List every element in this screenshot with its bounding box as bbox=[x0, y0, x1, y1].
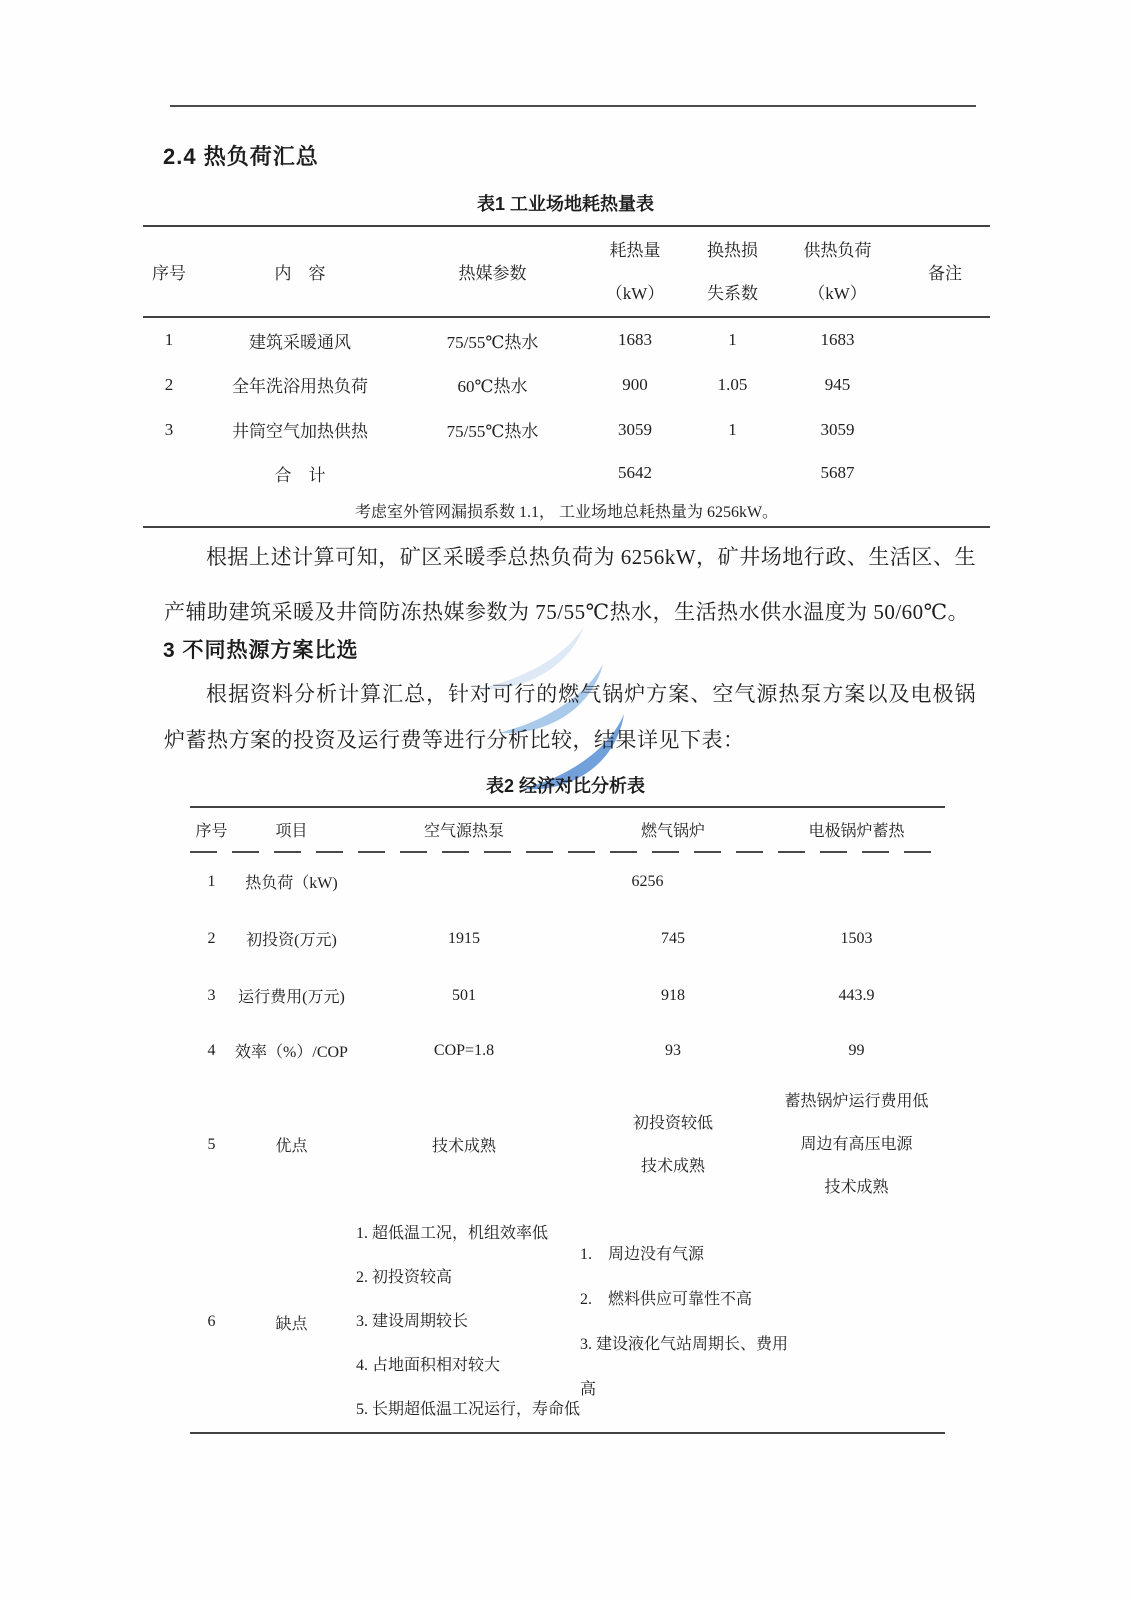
table-row: 2 全年洗浴用热负荷 60℃热水 900 1.05 945 bbox=[164, 374, 851, 396]
table1-total-label: 合 计 bbox=[274, 465, 326, 485]
table1-total-row bbox=[143, 452, 990, 494]
table1-header-loss: 换热损 失系数 bbox=[707, 240, 758, 303]
body-paragraph-1: 根据上述计算可知，矿区采暖季总热负荷为 6256kW，矿井场地行政、生活区、生产辅助建筑采暖及井筒防冻热媒参数为 75/55℃热水，生活热水供水温度为 50/60℃。 bbox=[164, 545, 976, 624]
table2-advantages-row: 5 优点 技术成熟 初投资较低 技术成熟 蓄热锅炉运行费用低 周边有高压电源 技术成熟 bbox=[207, 1093, 929, 1196]
body-paragraph-2: 根据资料分析计算汇总，针对可行的燃气锅炉方案、空气源热泵方案以及电极锅炉蓄热方案的投资及运行费等进行分析比较，结果详见下表： bbox=[164, 682, 976, 752]
table1-header-note: 备注 bbox=[928, 264, 962, 283]
section-heading-2-4: 2.4 热负荷汇总 bbox=[163, 144, 319, 169]
table-row: 3 井筒空气加热供热 75/55℃热水 3059 1 3059 bbox=[164, 419, 855, 441]
table2-disadvantages-row: 6 缺点 1. 超低温工况，机组效率低 2. 初投资较高 3. 建设周期较长 4. 占地面积相对较大 5. 长期超低温工况运行，寿命低 1. 周边没有气源 2. 燃料供应可靠性不高 3. 建设液化气站周期长、费用 高 bbox=[207, 1225, 789, 1418]
table2-header-row bbox=[190, 807, 945, 851]
table2-header-gas: 燃气锅炉 bbox=[640, 823, 705, 840]
table2-header-seq: 序号 bbox=[195, 823, 228, 840]
table1-title: 表1 工业场地耗热量表 bbox=[476, 194, 654, 214]
table-row: 3 运行费用(万元) 501 918 443.9 bbox=[207, 986, 875, 1006]
table1-footnote: 考虑室外管网漏损系数 1.1， 工业场地总耗热量为 6256kW。 bbox=[354, 503, 779, 521]
table2-header-electrode: 电极锅炉蓄热 bbox=[808, 823, 905, 840]
page-header-rule bbox=[170, 105, 976, 107]
table1-header-consume: 耗热量 （kW） bbox=[605, 240, 665, 303]
table-row: 4 效率（%）/COP COP=1.8 93 99 bbox=[207, 1041, 865, 1061]
table-row: 1 建筑采暖通风 75/55℃热水 1683 1 1683 bbox=[164, 330, 855, 352]
table1-header-medium: 热媒参数 bbox=[458, 264, 527, 283]
table1-header-supply: 供热负荷 （kW） bbox=[803, 240, 872, 303]
table2-title: 表2 经济对比分析表 bbox=[485, 776, 645, 796]
table-row: 1 热负荷（kW) 6256 bbox=[190, 853, 945, 910]
table-industrial-heat-consumption bbox=[143, 225, 990, 528]
table1-footnote-row bbox=[143, 494, 990, 527]
table1-header-content: 内 容 bbox=[274, 264, 326, 283]
table2-merged-heat-load: 6256 bbox=[631, 872, 664, 890]
table1-header-seq: 序号 bbox=[152, 264, 186, 283]
section-heading-3: 3 不同热源方案比选 bbox=[163, 639, 359, 662]
table2-header-ashp: 空气源热泵 bbox=[423, 823, 504, 840]
table-economic-comparison bbox=[190, 806, 945, 1434]
table1-total-supply: 5687 bbox=[820, 463, 855, 482]
table1-total-consume: 5642 bbox=[618, 463, 652, 482]
table1-header-row bbox=[143, 226, 990, 317]
table2-header-item: 项目 bbox=[275, 823, 308, 840]
table-row: 2 初投资(万元) 1915 745 1503 bbox=[207, 929, 873, 949]
